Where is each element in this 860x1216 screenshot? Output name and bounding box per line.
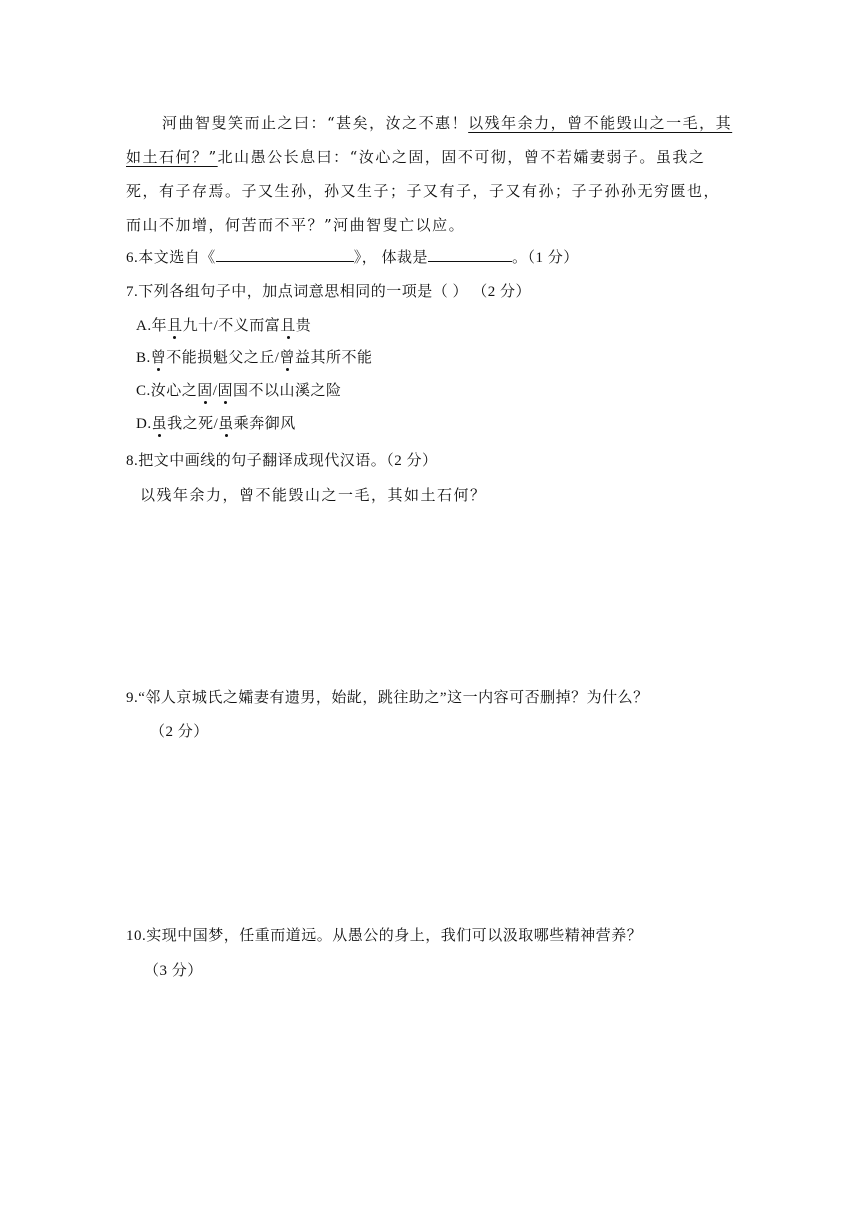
option-d[interactable]: D.虽我之死/虽乘奔御风 <box>136 416 296 432</box>
answer-blank-source[interactable] <box>216 247 354 262</box>
answer-blank-genre[interactable] <box>428 247 512 262</box>
answer-area-10[interactable] <box>126 990 736 1170</box>
answer-area-8[interactable] <box>126 520 736 680</box>
question-8-sentence: 以残年余力，曾不能毁山之一毛，其如土石何？ <box>140 486 487 504</box>
question-9-line1: 9.“邻人京城氏之孀妻有遗男，始龀，跳往助之”这一内容可否删掉？为什么？ <box>126 690 649 706</box>
question-10-line1: 10.实现中国梦，任重而道远。从愚公的身上，我们可以汲取哪些精神营养？ <box>126 928 643 944</box>
question-7-stem: 7.下列各组句子中，加点词意思相同的一项是（ ） （2 分） <box>126 284 532 300</box>
option-c[interactable]: C.汝心之固/固国不以山溪之险 <box>136 383 342 399</box>
option-a[interactable]: A.年且九十/不义而富且贵 <box>136 318 312 334</box>
underlined-sentence: 以残年余力，曾不能毁山之一毛，其如土石何？” <box>126 114 733 166</box>
passage-sentence-1: 河曲智叟笑而止之曰：“甚矣，汝之不惠！ <box>162 114 469 132</box>
answer-area-9[interactable] <box>126 750 736 910</box>
question-10-points: （3 分） <box>144 963 203 979</box>
question-9-points: （2 分） <box>150 724 209 740</box>
question-6: 6.本文选自《 》， 体裁是 。（1 分） <box>126 246 579 267</box>
question-8-stem: 8.把文中画线的句子翻译成现代汉语。（2 分） <box>126 453 438 469</box>
reading-passage <box>126 106 736 242</box>
option-b[interactable]: B.曾不能损魁父之丘/曾益其所不能 <box>136 350 373 366</box>
passage-sentence-3: 北山愚公长息曰：“汝心之固，固不可彻，曾不若孀妻弱子。虽我之死，有子存焉。子又生孙，孙又生子；子又有子，子又有孙；子子孙孙无穷匮也，而山不加增，何苦而不平？”河曲智叟亡以应。 <box>126 148 721 234</box>
